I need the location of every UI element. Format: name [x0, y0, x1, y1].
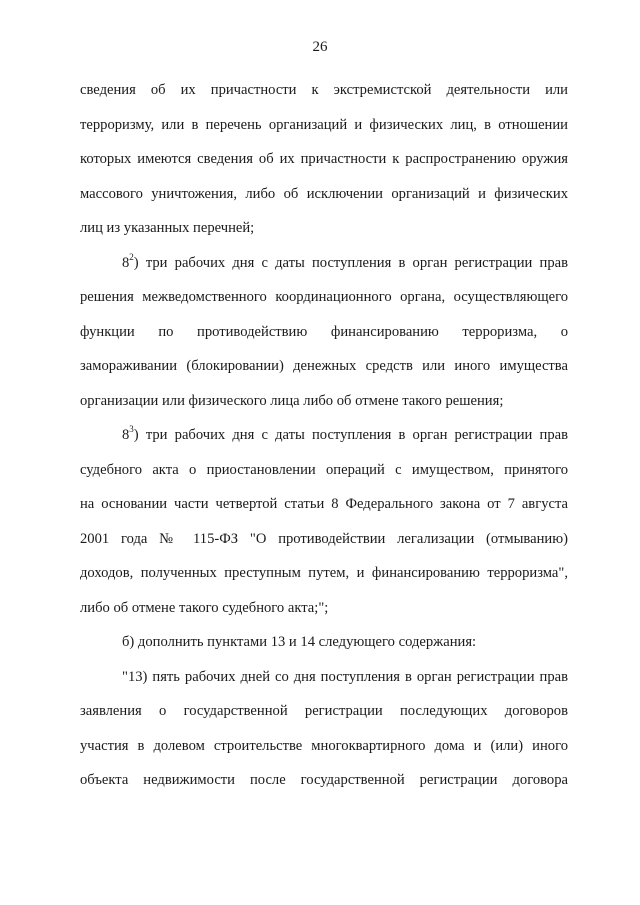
- text-line: "13) пять рабочих дней со дня поступления в орган регистрации прав: [122, 668, 568, 685]
- text-line: [80, 246, 568, 281]
- item-marker: 8: [122, 254, 130, 271]
- paragraph-8-2: [80, 246, 568, 419]
- item-marker-superscript: 2: [129, 251, 134, 262]
- text-line: [80, 418, 568, 453]
- document-body: [80, 73, 568, 798]
- text-line: б) дополнить пунктами 13 и 14 следующего содержания:: [122, 634, 477, 650]
- paragraph-b: [80, 625, 568, 660]
- text-line: замораживании (блокировании) денежных средств или иного имущества: [80, 358, 568, 374]
- text-line: которых имеются сведения об их причастности к распространению оружия: [80, 151, 568, 167]
- text-line: на основании части четвертой статьи 8 Федерального закона от 7 августа: [80, 496, 568, 512]
- text-line: объекта недвижимости после государственной регистрации договора: [80, 772, 568, 788]
- paragraph-13: [80, 660, 568, 798]
- text-line: решения межведомственного координационного органа, осуществляющего: [80, 289, 568, 305]
- text-line: лиц из указанных перечней;: [80, 220, 255, 236]
- text-line: терроризму, или в перечень организаций и физических лиц, в отношении: [80, 116, 568, 133]
- text-line: заявления о государственной регистрации последующих договоров: [80, 703, 568, 719]
- text-line: массового уничтожения, либо об исключении организаций и физических: [80, 185, 568, 202]
- text-line-content: ) три рабочих дня с даты поступления в орган регистрации прав: [133, 254, 568, 271]
- text-line: организации или физического лица либо об отмене такого решения;: [80, 392, 504, 409]
- paragraph-1: [80, 73, 568, 246]
- text-line: сведения об их причастности к экстремистской деятельности или: [80, 82, 568, 98]
- paragraph-8-3: [80, 418, 568, 625]
- page-number: 26: [312, 39, 328, 55]
- item-marker: 8: [122, 427, 130, 443]
- text-line: либо об отмене такого судебного акта;";: [80, 599, 329, 616]
- text-line: функции по противодействию финансированию терроризма, о: [80, 323, 568, 340]
- item-marker-superscript: 3: [129, 424, 134, 435]
- text-line: доходов, полученных преступным путем, и финансированию терроризма",: [80, 565, 568, 581]
- text-line: судебного акта о приостановлении операций с имуществом, принятого: [80, 461, 568, 478]
- text-line: участия в долевом строительстве многоквартирного дома и (или) иного: [80, 737, 568, 754]
- text-line-content: ) три рабочих дня с даты поступления в орган регистрации прав: [133, 427, 568, 443]
- text-line: 2001 года № 115-ФЗ "О противодействии легализации (отмыванию): [80, 530, 568, 547]
